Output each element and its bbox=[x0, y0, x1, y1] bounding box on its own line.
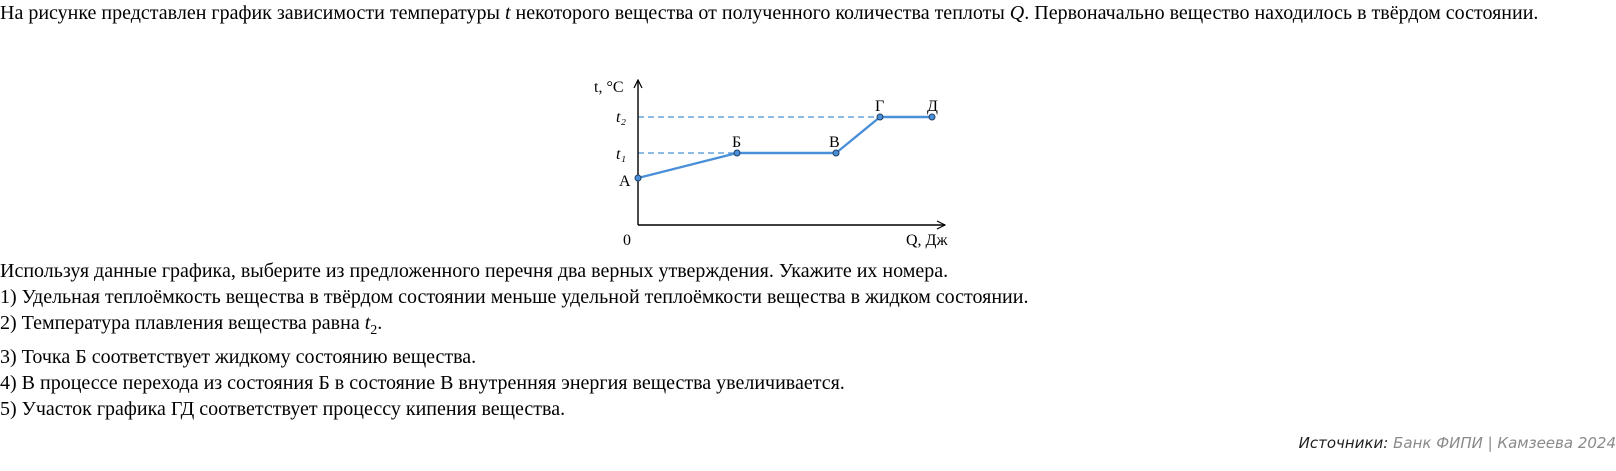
statement-1: 1) Удельная теплоёмкость вещества в твёрдом состоянии меньше удельной теплоёмкости вещества в жидком состоянии. bbox=[0, 286, 1029, 308]
statement-5: 5) Участок графика ГД соответствует процессу кипения вещества. bbox=[0, 398, 566, 420]
statement-2-end: . bbox=[377, 312, 383, 334]
statement-2-text: 2) Температура плавления вещества равна bbox=[0, 312, 365, 334]
statement-2-var: t bbox=[364, 312, 371, 334]
intro-var-t: t bbox=[504, 2, 511, 24]
tick-label-t1: t₁ bbox=[616, 146, 627, 163]
intro-part1: На рисунке представлен график зависимости температуры bbox=[0, 2, 505, 24]
sources-label: Источники: bbox=[1298, 434, 1394, 452]
y-axis-label: t, °C bbox=[594, 79, 624, 96]
statement-4: 4) В процессе перехода из состояния Б в состояние В внутренняя энергия вещества увеличивается. bbox=[0, 372, 845, 394]
intro-part3: . Первоначально вещество находилось в твёрдом состоянии. bbox=[1024, 2, 1539, 24]
statement-3: 3) Точка Б соответствует жидкому состоянию вещества. bbox=[0, 346, 477, 368]
label-point-d: Д bbox=[927, 98, 938, 115]
x-axis-label: Q, Дж bbox=[906, 232, 948, 249]
origin-label: 0 bbox=[623, 232, 631, 249]
graph-svg bbox=[590, 70, 970, 260]
point-a bbox=[635, 175, 641, 181]
sources-value: Банк ФИПИ | Камзеева 2024 bbox=[1393, 434, 1616, 452]
label-point-v: В bbox=[829, 134, 840, 151]
label-point-g: Г bbox=[875, 98, 885, 115]
question-prompt: Используя данные графика, выберите из предложенного перечня два верных утверждения. Укажите их номера. bbox=[0, 260, 949, 282]
label-point-a: А bbox=[619, 173, 631, 190]
intro-var-q: Q bbox=[1009, 2, 1025, 24]
question-block bbox=[0, 258, 1560, 422]
tick-label-t2: t₂ bbox=[616, 109, 627, 126]
sources-line bbox=[1299, 433, 1616, 453]
label-point-b: Б bbox=[732, 134, 742, 151]
task-intro bbox=[0, 0, 1560, 27]
statement-2-sub: 2 bbox=[370, 323, 378, 338]
statement-2 bbox=[0, 310, 1560, 344]
temperature-heat-graph bbox=[590, 70, 970, 260]
graph-line bbox=[638, 117, 932, 178]
intro-part2: некоторого вещества от полученного количества теплоты bbox=[510, 2, 1010, 24]
